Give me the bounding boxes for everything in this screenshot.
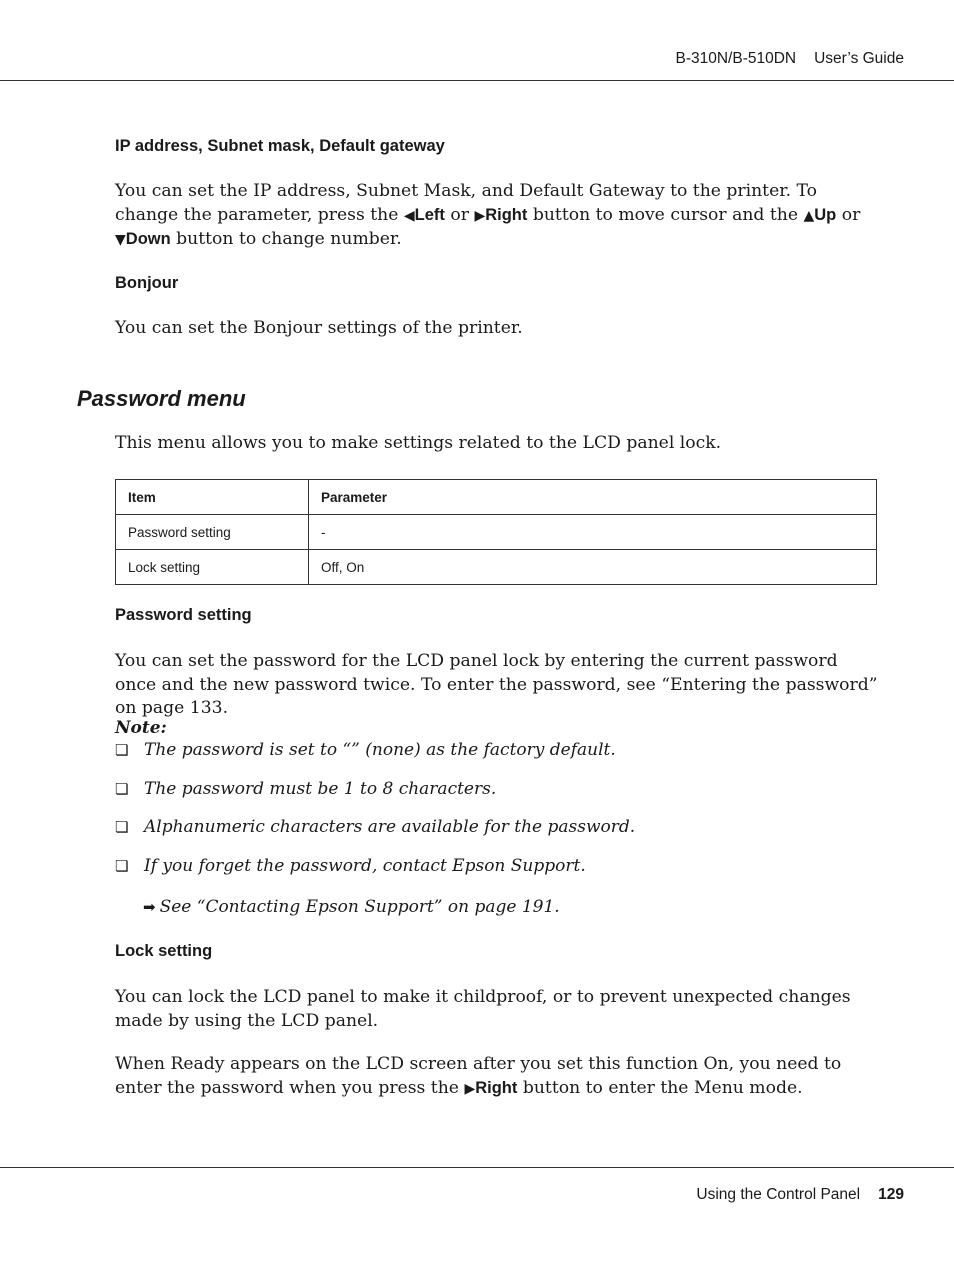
bonjour-heading: Bonjour xyxy=(115,274,179,292)
cross-reference-link[interactable] xyxy=(143,897,560,917)
left-arrow-icon: ◀ xyxy=(403,207,415,224)
up-arrow-icon: ▲ xyxy=(803,207,815,224)
lock-setting-text-1: You can lock the LCD panel to make it childproof, or to prevent unexpected changes made by using the LCD panel. xyxy=(115,987,851,1031)
lock-setting-text-2: When Ready appears on the LCD screen after you set this function On, you need to enter the password when you press the ▶Right button to enter the Menu mode. xyxy=(115,1054,842,1098)
down-arrow-icon: ▼ xyxy=(115,232,126,248)
page-footer xyxy=(696,1186,904,1204)
checkbox-bullet-icon: ❏ xyxy=(115,857,129,875)
password-setting-heading: Password setting xyxy=(115,606,252,624)
cross-reference-text: See “Contacting Epson Support” on page 191. xyxy=(159,897,560,917)
right-arrow-icon: ▶ xyxy=(474,207,486,224)
arrow-right-icon: ➡ xyxy=(143,898,156,916)
footer-rule xyxy=(0,1167,954,1168)
right-button-label: Right xyxy=(475,1078,518,1097)
password-menu-table xyxy=(115,479,877,585)
password-setting-text: You can set the password for the LCD panel lock by entering the current password once and the new password twice. To enter the password, see “Entering the password” on page 133. xyxy=(115,651,878,718)
note-item: ❏ The password is set to “” (none) as the factory default. xyxy=(115,740,616,760)
note-item: ❏ Alphanumeric characters are available for the password. xyxy=(115,817,636,837)
note-item: ❏ If you forget the password, contact Epson Support. xyxy=(115,856,586,876)
password-menu-heading: Password menu xyxy=(77,386,246,411)
left-button-label: Left xyxy=(414,205,445,224)
bonjour-text: You can set the Bonjour settings of the printer. xyxy=(115,318,523,338)
note-title: Note: xyxy=(115,718,167,738)
lock-setting-heading: Lock setting xyxy=(115,942,213,960)
table-cell-parameter: Off, On xyxy=(309,550,877,585)
table-header-row xyxy=(116,480,877,515)
table-row xyxy=(116,515,877,550)
page-number: 129 xyxy=(878,1186,904,1203)
right-arrow-icon: ▶ xyxy=(464,1080,476,1097)
password-menu-intro: This menu allows you to make settings related to the LCD panel lock. xyxy=(115,433,722,453)
up-button-label: Up xyxy=(814,205,837,224)
ip-section-text: You can set the IP address, Subnet Mask, and Default Gateway to the printer. To change the parameter, press the ◀Left or ▶Right button to move cursor and the ▲Up or ▼Down button to change number. xyxy=(115,181,861,249)
footer-section-title: Using the Control Panel xyxy=(696,1186,861,1203)
checkbox-bullet-icon: ❏ xyxy=(115,741,129,759)
note-item: ❏ The password must be 1 to 8 characters. xyxy=(115,779,497,799)
table-header-parameter: Parameter xyxy=(309,480,877,515)
header-model: B-310N/B-510DN xyxy=(675,50,797,67)
checkbox-bullet-icon: ❏ xyxy=(115,818,129,836)
header-guide-title: User’s Guide xyxy=(814,50,904,67)
right-button-label: Right xyxy=(485,205,528,224)
ip-section-heading: IP address, Subnet mask, Default gateway xyxy=(115,137,445,155)
down-button-label: Down xyxy=(125,230,171,248)
table-cell-parameter: - xyxy=(309,515,877,550)
table-cell-item: Lock setting xyxy=(116,550,309,585)
table-row xyxy=(116,550,877,585)
header-rule xyxy=(0,80,954,81)
table-header-item: Item xyxy=(116,480,309,515)
checkbox-bullet-icon: ❏ xyxy=(115,780,129,798)
table-cell-item: Password setting xyxy=(116,515,309,550)
page-header xyxy=(676,50,905,68)
